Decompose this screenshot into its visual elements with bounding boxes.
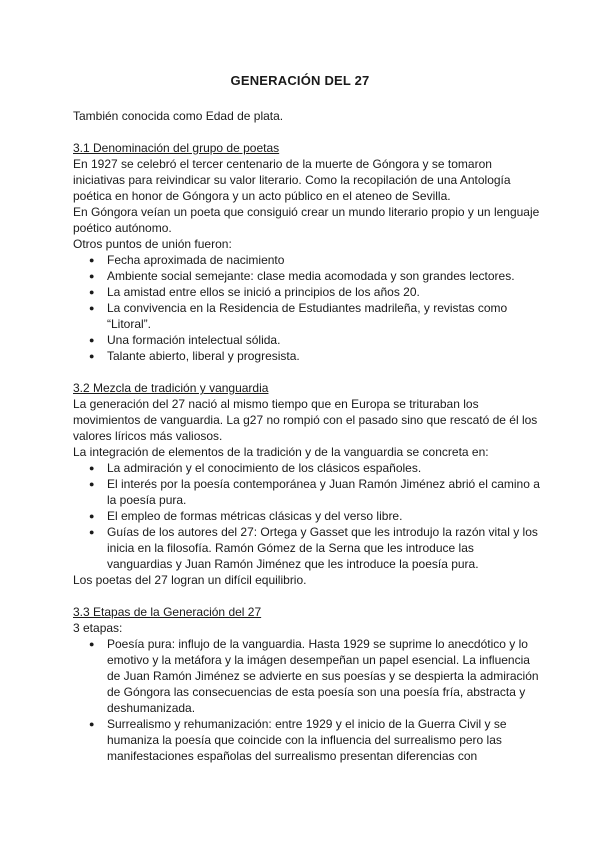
document-body xyxy=(73,108,540,764)
paragraph: La integración de elementos de la tradición y de la vanguardia se concreta en: xyxy=(73,445,489,459)
bullet-icon: ● xyxy=(89,303,95,313)
bullet-list xyxy=(73,460,540,572)
list-item: ● El empleo de formas métricas clásicas y del verso libre. xyxy=(89,509,403,523)
paragraph: La generación del 27 nació al mismo tiempo que en Europa se trituraban los movimientos de vanguardia. La g27 no rompió con el pasado sino que rescató de él los valores líricos más valiosos. xyxy=(73,397,538,443)
bullet-list xyxy=(73,252,540,364)
list-item: ● Poesía pura: influjo de la vanguardia. Hasta 1929 se suprime lo anecdótico y lo emotivo y la metáfora y la imágen desempeñan un papel esencial. La influencia de Juan Ramón Jiménez se advierte en sus poesías y se despierta la admiración de Góngora las consecuencias de esta poesía son una poesía fría, abstracta y deshumanizada. xyxy=(89,637,539,715)
bullet-icon: ● xyxy=(89,351,95,361)
list-item: ● Surrealismo y rehumanización: entre 1929 y el inicio de la Guerra Civil y se humaniza la poesía que coincide con la influencia del surrealismo pero las manifestaciones españolas del surrealismo presentan diferencias con xyxy=(89,717,507,763)
paragraph: En Góngora veían un poeta que consiguió crear un mundo literario propio y un lenguaje poético autónomo. xyxy=(73,205,540,235)
bullet-icon: ● xyxy=(89,287,95,297)
paragraph: 3 etapas: xyxy=(73,621,123,635)
bullet-list xyxy=(73,636,540,764)
list-item: ● El interés por la poesía contemporánea y Juan Ramón Jiménez abrió el camino a la poesía pura. xyxy=(89,477,540,507)
bullet-icon: ● xyxy=(89,511,95,521)
section-heading: 3.3 Etapas de la Generación del 27 xyxy=(73,605,262,619)
paragraph: Otros puntos de unión fueron: xyxy=(73,237,232,251)
list-item: ● La convivencia en la Residencia de Estudiantes madrileña, y revistas como “Litoral”. xyxy=(89,301,508,331)
list-item: ● Talante abierto, liberal y progresista. xyxy=(89,349,300,363)
section-heading: 3.1 Denominación del grupo de poetas xyxy=(73,141,280,155)
intro-text: También conocida como Edad de plata. xyxy=(73,109,284,123)
bullet-icon: ● xyxy=(89,639,95,649)
bullet-icon: ● xyxy=(89,255,95,265)
bullet-icon: ● xyxy=(89,271,95,281)
section-denominacion xyxy=(73,140,540,364)
bullet-icon: ● xyxy=(89,335,95,345)
document-title: GENERACIÓN DEL 27 xyxy=(230,73,370,88)
list-item: ● Una formación intelectual sólida. xyxy=(89,333,281,347)
list-item: ● La admiración y el conocimiento de los clásicos españoles. xyxy=(89,461,422,475)
bullet-icon: ● xyxy=(89,463,95,473)
list-item: ● Fecha aproximada de nacimiento xyxy=(89,253,285,267)
closing-paragraph: Los poetas del 27 logran un difícil equilibrio. xyxy=(73,573,307,587)
section-heading: 3.2 Mezcla de tradición y vanguardia xyxy=(73,381,269,395)
bullet-icon: ● xyxy=(89,527,95,537)
bullet-icon: ● xyxy=(89,479,95,489)
list-item: ● Guías de los autores del 27: Ortega y Gasset que les introdujo la razón vital y los inicia en la filosofía. Ramón Gómez de la Serna que les introduce las vanguardias y Juan Ramón Jiménez que les introduce la poesía pura. xyxy=(89,525,538,571)
paragraph: En 1927 se celebró el tercer centenario de la muerte de Góngora y se tomaron iniciativas para reivindicar su valor literario. Como la recopilación de una Antología poética en honor de Góngora y un acto público en el ateneo de Sevilla. xyxy=(73,157,511,203)
section-etapas xyxy=(73,604,540,764)
section-tradicion-vanguardia xyxy=(73,380,540,588)
list-item: ● Ambiente social semejante: clase media acomodada y son grandes lectores. xyxy=(89,269,515,283)
bullet-icon: ● xyxy=(89,719,95,729)
list-item: ● La amistad entre ellos se inició a principios de los años 20. xyxy=(89,285,420,299)
